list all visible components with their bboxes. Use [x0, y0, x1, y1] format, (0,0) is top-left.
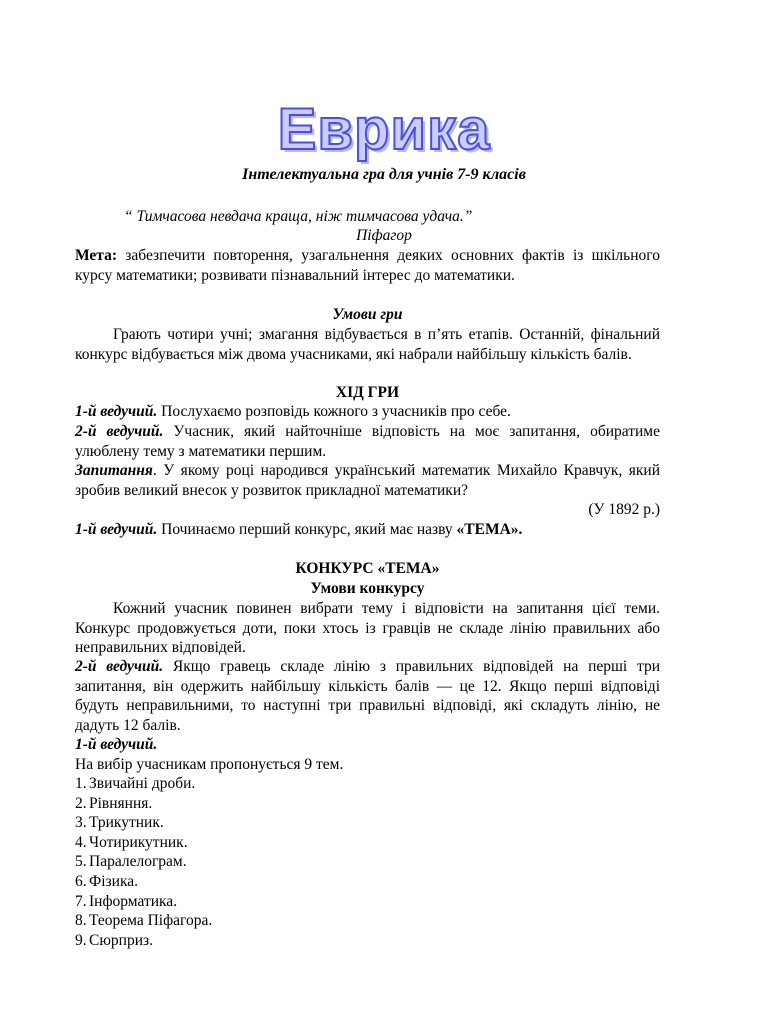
- epigraph-author: Піфагор: [356, 227, 412, 244]
- contest-rules-paragraph: Кожний учасник повинен вибрати тему і відповісти на запитання цієї теми. Конкурс продовжується доти, поки хтось із гравців не складе лінію правильних або неправильних відповідей.: [75, 600, 660, 656]
- answer-text: (У 1892 р.): [588, 501, 660, 518]
- list-item: 3. Трикутник.: [75, 814, 164, 832]
- question-text: . У якому році народився український математик Михайло Кравчук, який зробив великий внесок у розвиток прикладної математики?: [75, 462, 660, 499]
- contest-host2-label: 2-й ведучий.: [75, 658, 164, 675]
- list-item: 9. Сюрприз.: [75, 931, 154, 949]
- epigraph-quote: “ Тимчасова невдача краща, ніж тимчасова удача.”: [124, 208, 473, 225]
- list-item: 5. Паралелограм.: [75, 853, 187, 871]
- goal-label: Мета:: [75, 247, 118, 264]
- host2-paragraph: [75, 422, 660, 461]
- list-item: 2. Рівняння.: [75, 794, 153, 812]
- list-item: 1. Звичайні дроби.: [75, 775, 196, 792]
- course-heading: ХІД ГРИ: [335, 384, 400, 401]
- subtitle: Інтелектуальна гра для учнів 7-9 класів: [242, 166, 526, 183]
- list-item: 6. Фізика.: [75, 872, 139, 890]
- rules-heading: Умови гри: [332, 306, 403, 323]
- contest-host1-label: 1-й ведучий.: [75, 736, 158, 753]
- contest-host2-paragraph: [75, 657, 660, 735]
- contest-host2-text: Якщо гравець складе лінію з правильних відповідей на перші три запитання, він одержить найбільшу кількість балів — це 12. Якщо перші відповіді будуть неправильними, то наступні три правильні відповіді, які складуть лінію, не дадуть 12 балів.: [75, 658, 660, 734]
- goal-paragraph: [75, 246, 660, 285]
- topics-intro: На вибір учасникам пропонується 9 тем.: [75, 756, 344, 773]
- title-wordart: [0, 96, 768, 163]
- question-paragraph: [75, 461, 660, 500]
- rules-paragraph: Грають чотири учні; змагання відбувається в п’ять етапів. Останній, фінальний конкурс відбувається між двома учасниками, які набрали найбільшу кількість балів.: [75, 326, 660, 363]
- contest-name: «ТЕМА».: [456, 521, 523, 538]
- host1-label: 1-й ведучий.: [75, 403, 158, 420]
- page-title: Еврика: [277, 97, 491, 162]
- host1-contest-paragraph: [75, 520, 660, 540]
- host1-contest-label: 1-й ведучий.: [75, 521, 158, 538]
- host1-text: Послухаємо розповідь кожного з учасників про себе.: [157, 403, 511, 420]
- list-item: 7. Інформатика.: [75, 892, 178, 910]
- list-item: 8. Теорема Піфагора.: [75, 912, 213, 930]
- contest-subheading: Умови конкурсу: [310, 580, 425, 597]
- host2-label: 2-й ведучий.: [75, 423, 164, 440]
- goal-text: забезпечити повторення, узагальнення деяких основних фактів із шкільного курсу математики; розвивати пізнавальний інтерес до математики.: [75, 247, 660, 284]
- host1-paragraph: [75, 402, 660, 422]
- contest-heading: КОНКУРС «ТЕМА»: [295, 560, 440, 577]
- question-label: Запитання: [75, 462, 153, 479]
- topics-list: [75, 774, 475, 950]
- host2-text: Учасник, який найточніше відповість на моє запитання, обиратиме улюблену тему з математики першим.: [75, 423, 660, 460]
- list-item: 4. Чотирикутник.: [75, 833, 188, 851]
- host1-contest-text: Починаємо перший конкурс, який має назву: [157, 521, 457, 538]
